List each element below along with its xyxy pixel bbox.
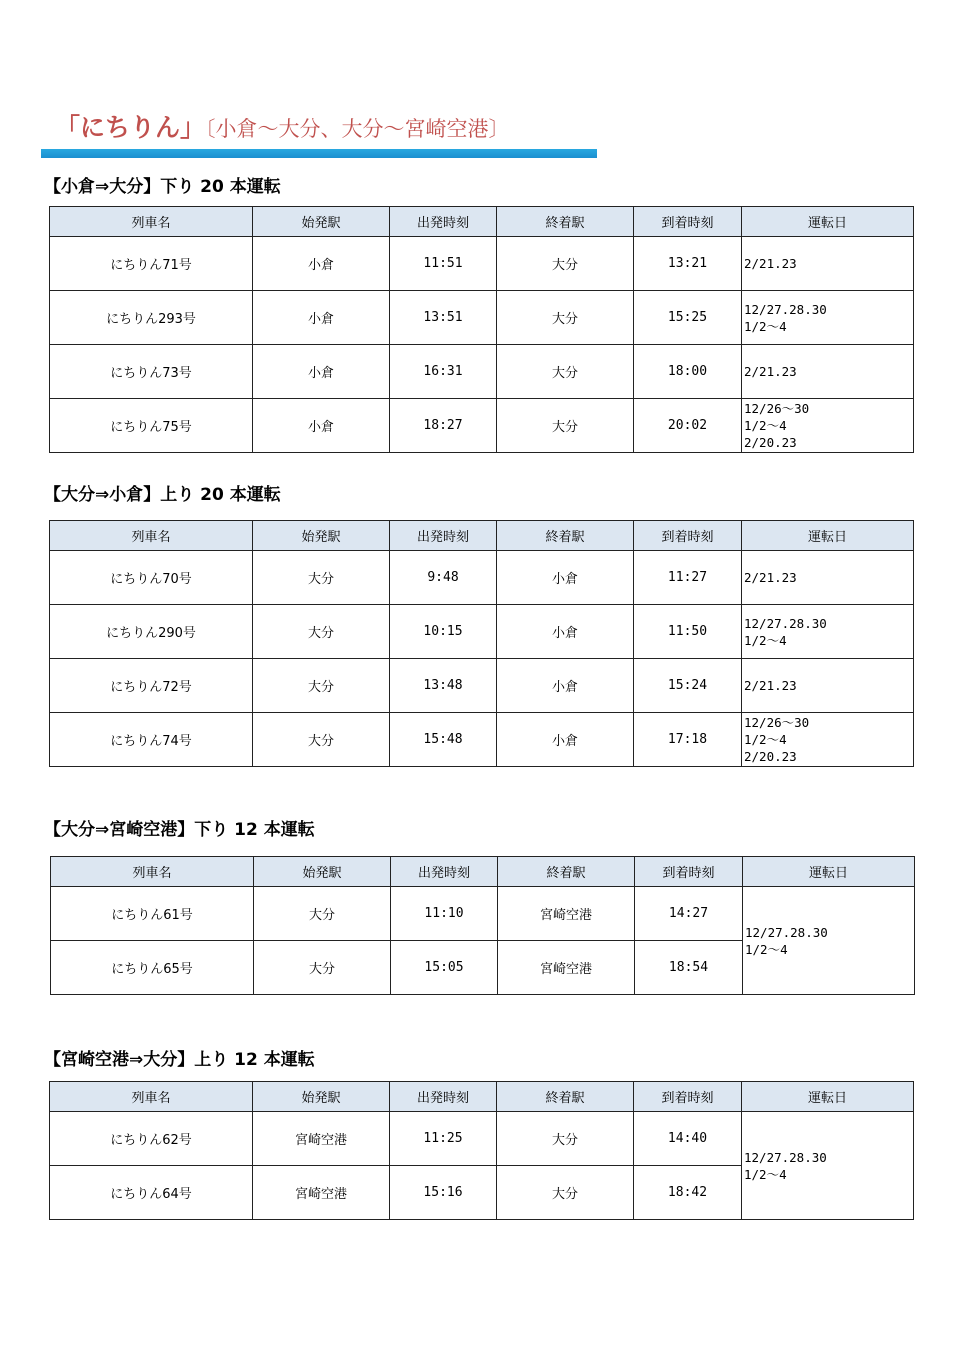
table-header-row [50,1082,914,1112]
section-heading: 【大分⇒小倉】上り 20 本運転 [44,485,281,505]
column-header: 始発駅 [253,521,390,551]
table-row [50,1112,914,1166]
cell-days: 2/21.23 [742,345,914,399]
cell-to: 小倉 [497,551,634,605]
cell-train: にちりん293号 [50,291,253,345]
cell-arr: 18:54 [635,941,743,995]
table-row [50,345,914,399]
table-row [50,291,914,345]
cell-train: にちりん71号 [50,237,253,291]
cell-from: 大分 [253,605,390,659]
cell-train: にちりん62号 [50,1112,253,1166]
section-heading: 【宮崎空港⇒大分】上り 12 本運転 [44,1050,315,1070]
cell-dep: 9:48 [390,551,497,605]
cell-arr: 14:27 [635,887,743,941]
column-header: 終着駅 [498,857,635,887]
table-header-row [51,857,915,887]
cell-from: 大分 [253,713,390,767]
cell-arr: 17:18 [634,713,742,767]
title-underline [41,149,597,158]
column-header: 終着駅 [497,521,634,551]
column-header: 到着時刻 [634,521,742,551]
column-header: 到着時刻 [635,857,743,887]
timetable [49,1081,914,1220]
cell-days: 12/27.28.30 1/2～4 [742,605,914,659]
section-heading: 【大分⇒宮崎空港】下り 12 本運転 [44,820,315,840]
column-header: 出発時刻 [390,1082,497,1112]
page-title-main: 「にちりん」 [55,113,206,142]
cell-train: にちりん290号 [50,605,253,659]
cell-arr: 15:25 [634,291,742,345]
cell-dep: 18:27 [390,399,497,453]
timetable [49,206,914,453]
cell-from: 小倉 [253,399,390,453]
cell-train: にちりん73号 [50,345,253,399]
table-header-row [50,521,914,551]
cell-train: にちりん61号 [51,887,254,941]
column-header: 始発駅 [253,207,390,237]
cell-to: 小倉 [497,713,634,767]
cell-to: 大分 [497,237,634,291]
cell-dep: 15:05 [391,941,498,995]
cell-train: にちりん65号 [51,941,254,995]
cell-from: 小倉 [253,237,390,291]
table-row [50,713,914,767]
column-header: 終着駅 [497,1082,634,1112]
cell-days: 12/27.28.30 1/2～4 [742,1112,914,1220]
cell-from: 大分 [253,659,390,713]
cell-arr: 20:02 [634,399,742,453]
cell-dep: 15:48 [390,713,497,767]
column-header: 出発時刻 [390,521,497,551]
column-header: 運転日 [742,1082,914,1112]
cell-arr: 18:42 [634,1166,742,1220]
column-header: 運転日 [742,521,914,551]
cell-train: にちりん64号 [50,1166,253,1220]
column-header: 列車名 [50,1082,253,1112]
table-row [50,659,914,713]
cell-train: にちりん74号 [50,713,253,767]
cell-train: にちりん70号 [50,551,253,605]
timetable [50,856,915,995]
cell-days: 12/26～30 1/2～4 2/20.23 [742,399,914,453]
table-row [50,237,914,291]
cell-from: 宮崎空港 [253,1166,390,1220]
column-header: 列車名 [50,207,253,237]
page-title [55,108,510,144]
cell-arr: 11:27 [634,551,742,605]
cell-arr: 18:00 [634,345,742,399]
column-header: 到着時刻 [634,1082,742,1112]
cell-days: 2/21.23 [742,551,914,605]
cell-from: 小倉 [253,291,390,345]
column-header: 始発駅 [253,1082,390,1112]
cell-dep: 13:51 [390,291,497,345]
cell-arr: 15:24 [634,659,742,713]
cell-days: 12/27.28.30 1/2～4 [743,887,915,995]
cell-days: 12/27.28.30 1/2～4 [742,291,914,345]
column-header: 終着駅 [497,207,634,237]
table-header-row [50,207,914,237]
page-title-sub: 〔小倉～大分、大分～宮崎空港〕 [205,117,510,141]
cell-to: 宮崎空港 [498,887,635,941]
column-header: 到着時刻 [634,207,742,237]
cell-to: 大分 [497,1112,634,1166]
column-header: 始発駅 [254,857,391,887]
cell-train: にちりん72号 [50,659,253,713]
cell-from: 大分 [253,551,390,605]
cell-dep: 11:51 [390,237,497,291]
column-header: 運転日 [742,207,914,237]
cell-train: にちりん75号 [50,399,253,453]
cell-dep: 16:31 [390,345,497,399]
table-row [51,887,915,941]
cell-dep: 10:15 [390,605,497,659]
cell-to: 小倉 [497,605,634,659]
column-header: 列車名 [50,521,253,551]
cell-to: 大分 [497,399,634,453]
cell-to: 大分 [497,291,634,345]
cell-arr: 13:21 [634,237,742,291]
column-header: 出発時刻 [390,207,497,237]
cell-to: 小倉 [497,659,634,713]
cell-from: 小倉 [253,345,390,399]
cell-arr: 14:40 [634,1112,742,1166]
table-row [50,399,914,453]
cell-days: 2/21.23 [742,237,914,291]
cell-to: 宮崎空港 [498,941,635,995]
cell-dep: 13:48 [390,659,497,713]
table-row [50,551,914,605]
cell-days: 12/26～30 1/2～4 2/20.23 [742,713,914,767]
cell-dep: 15:16 [390,1166,497,1220]
section-heading: 【小倉⇒大分】下り 20 本運転 [44,177,281,197]
cell-from: 大分 [254,941,391,995]
cell-to: 大分 [497,1166,634,1220]
column-header: 運転日 [743,857,915,887]
cell-dep: 11:25 [390,1112,497,1166]
timetable [49,520,914,767]
cell-arr: 11:50 [634,605,742,659]
cell-from: 宮崎空港 [253,1112,390,1166]
column-header: 出発時刻 [391,857,498,887]
cell-days: 2/21.23 [742,659,914,713]
cell-to: 大分 [497,345,634,399]
cell-dep: 11:10 [391,887,498,941]
column-header: 列車名 [51,857,254,887]
cell-from: 大分 [254,887,391,941]
table-row [50,605,914,659]
